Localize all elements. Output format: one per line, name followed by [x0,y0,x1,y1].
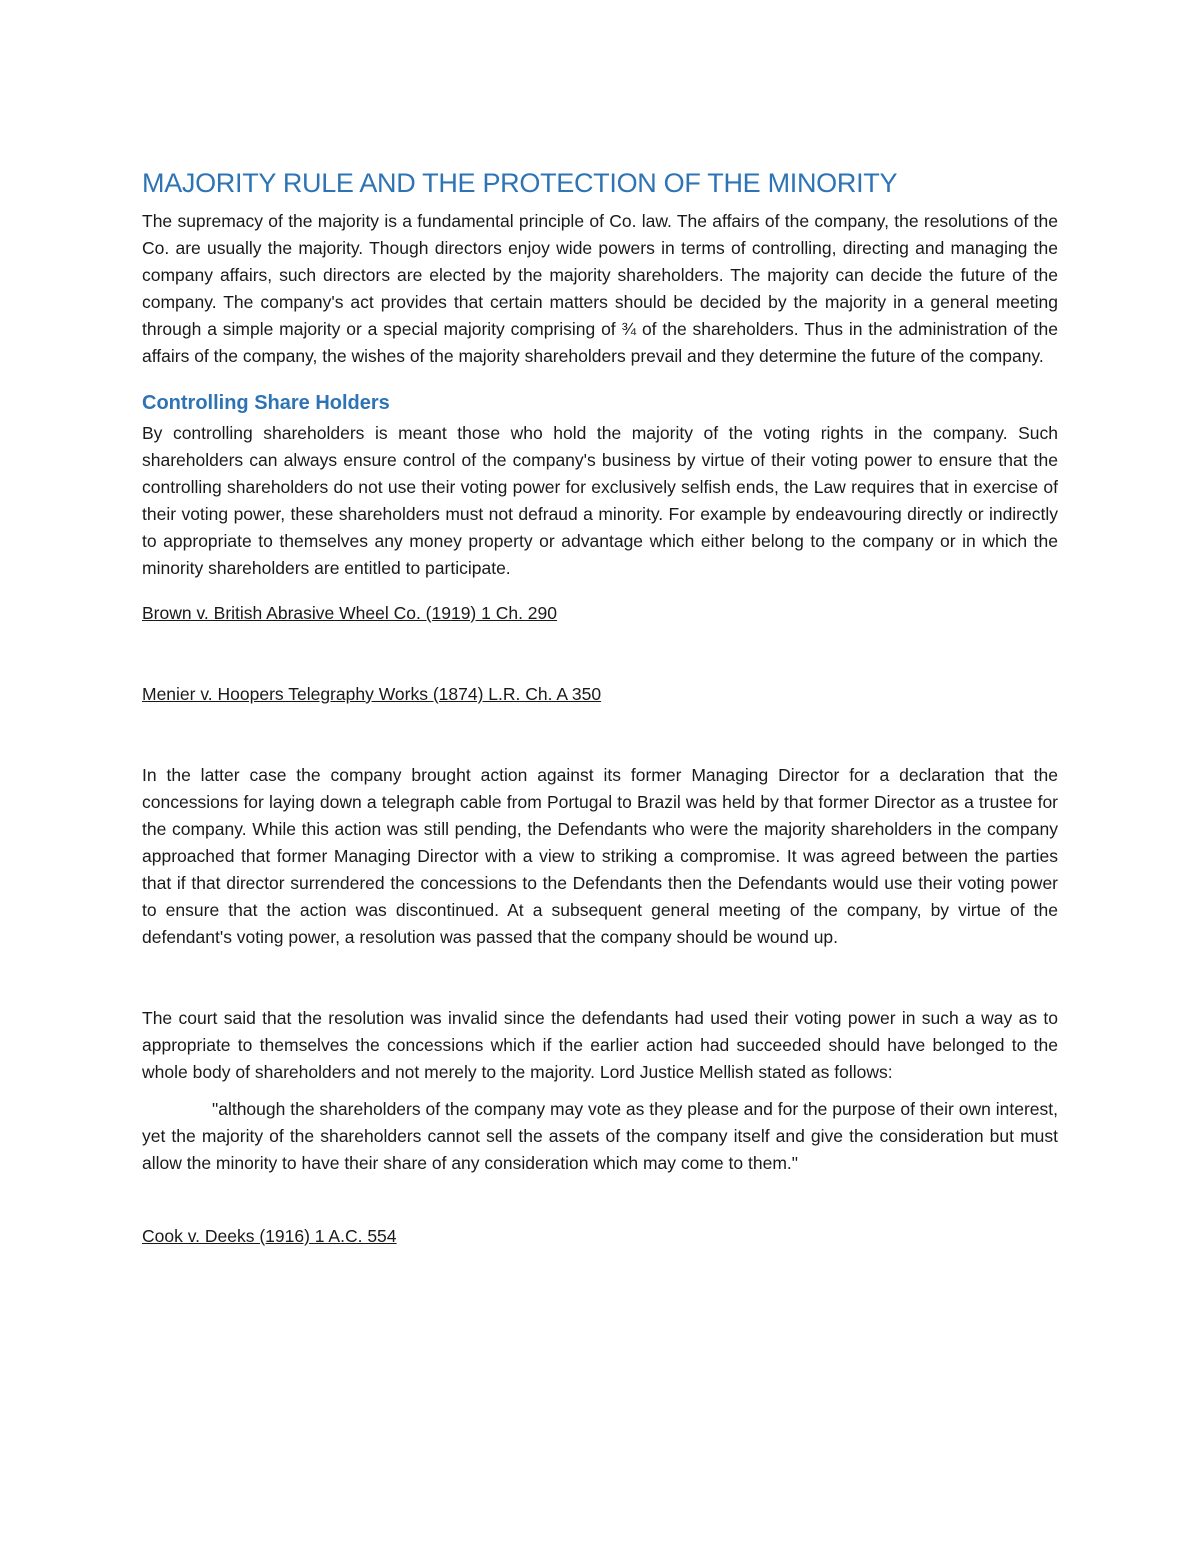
section-heading: Controlling Share Holders [142,392,390,414]
intro-paragraph: The supremacy of the majority is a fundamental principle of Co. law. The affairs of the company, the resolutions of the Co. are usually the majority. Though directors enjoy wide powers in terms of controlling, directing and managing the company affairs, such directors are elected by the majority shareholders. The majority can decide the future of the company. The company's act provides that certain matters should be decided by the majority in a general meeting through a simple majority or a special majority comprising of ¾ of the shareholders. Thus in the administration of the affairs of the company, the wishes of the majority shareholders prevail and they determine the future of the company. [142,211,1058,366]
case-citation-cook: Cook v. Deeks (1916) 1 A.C. 554 [142,1226,397,1246]
case-citation-brown: Brown v. British Abrasive Wheel Co. (1919) 1 Ch. 290 [142,603,558,623]
document-page [142,166,1058,1250]
quotation-paragraph: "although the shareholders of the company may vote as they please and for the purpose of their own interest, yet the majority of the shareholders cannot sell the assets of the company itself and give the consideration but must allow the minority to have their share of any consideration which may come to them." [142,1099,1058,1173]
case-facts-paragraph: In the latter case the company brought action against its former Managing Director for a declaration that the concessions for laying down a telegraph cable from Portugal to Brazil was held by that former Director as a trustee for the company. While this action was still pending, the Defendants who were the majority shareholders in the company approached that former Managing Director with a view to striking a compromise. It was agreed between the parties that if that director surrendered the concessions to the Defendants then the Defendants would use their voting power to ensure that the action was discontinued. At a subsequent general meeting of the company, by virtue of the defendant's voting power, a resolution was passed that the company should be wound up. [142,765,1058,947]
case-holding-paragraph: The court said that the resolution was invalid since the defendants had used their voting power in such a way as to appropriate to themselves the concessions which if the earlier action had succeeded should have belonged to the whole body of shareholders and not merely to the majority. Lord Justice Mellish stated as follows: [142,1008,1058,1082]
case-citation-menier: Menier v. Hoopers Telegraphy Works (1874) L.R. Ch. A 350 [142,684,602,704]
document-title: MAJORITY RULE AND THE PROTECTION OF THE MINORITY [142,168,898,198]
section-paragraph: By controlling shareholders is meant those who hold the majority of the voting rights in the company. Such shareholders can always ensure control of the company's business by virtue of their voting power to ensure that the controlling shareholders do not use their voting power for exclusively selfish ends, the Law requires that in exercise of their voting power, these shareholders must not defraud a minority. For example by endeavouring directly or indirectly to appropriate to themselves any money property or advantage which either belong to the company or in which the minority shareholders are entitled to participate. [142,423,1058,578]
